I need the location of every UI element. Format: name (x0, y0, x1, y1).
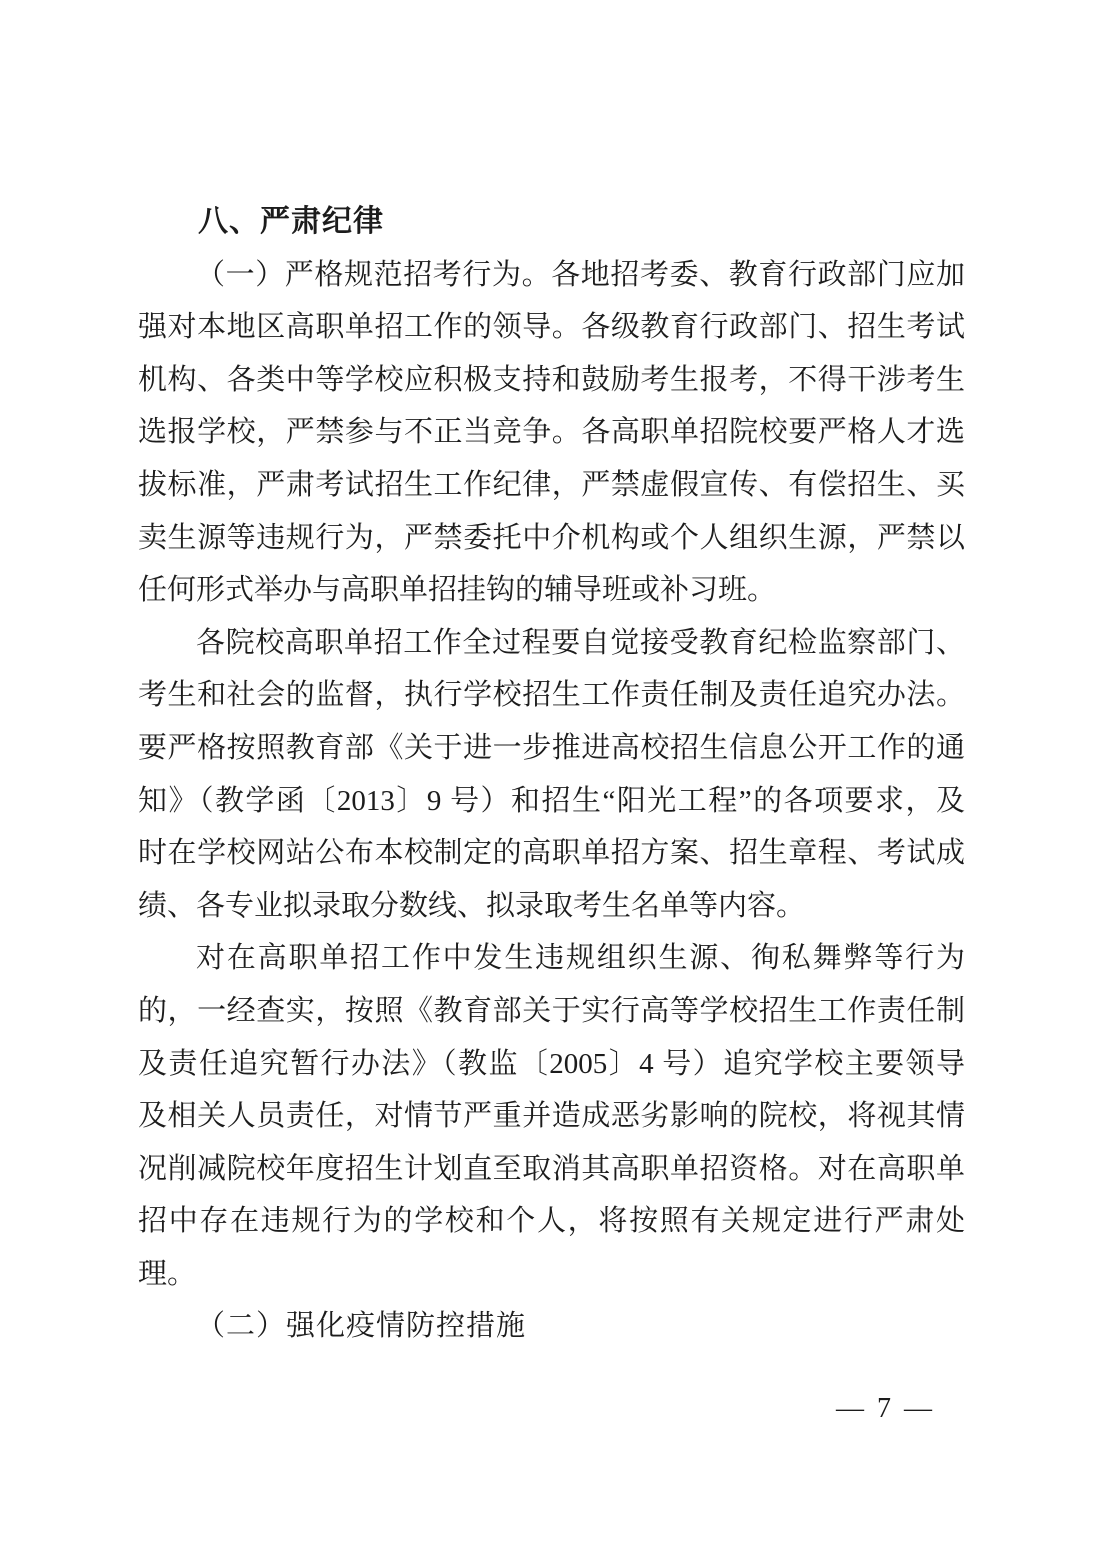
text-line: 卖生源等违规行为，严禁委托中介机构或个人组织生源，严禁以 (138, 521, 965, 554)
text-line: 机构、各类中等学校应积极支持和鼓励考生报考，不得干涉考生 (138, 363, 965, 396)
text-line: 各院校高职单招工作全过程要自觉接受教育纪检监察部门、 (196, 626, 965, 659)
document-content (138, 196, 965, 1353)
text-line: 况削减院校年度招生计划直至取消其高职单招资格。对在高职单 (138, 1152, 965, 1185)
text-line: 时在学校网站公布本校制定的高职单招方案、招生章程、考试成 (138, 837, 965, 870)
text-line: （一）严格规范招考行为。各地招考委、教育行政部门应加 (196, 258, 965, 291)
subsection-heading: （二）强化疫情防控措施 (196, 1310, 527, 1343)
text-line: 考生和社会的监督，执行学校招生工作责任制及责任追究办法。 (138, 679, 965, 712)
text-line: 绩、各专业拟录取分数线、拟录取考生名单等内容。 (138, 889, 806, 922)
text-line: 对在高职单招工作中发生违规组织生源、徇私舞弊等行为 (196, 942, 965, 975)
section-heading: 八、严肃纪律 (198, 205, 384, 238)
text-line: 选报学校，严禁参与不正当竞争。各高职单招院校要严格人才选 (138, 416, 965, 449)
page-number: — 7 — (836, 1393, 935, 1424)
text-line: 招中存在违规行为的学校和个人，将按照有关规定进行严肃处 (138, 1205, 965, 1238)
text-line: 及责任追究暂行办法》（教监〔2005〕4 号）追究学校主要领导 (138, 1047, 965, 1080)
text-line: 要严格按照教育部《关于进一步推进高校招生信息公开工作的通 (138, 731, 965, 764)
text-line: 知》（教学函〔2013〕9 号）和招生“阳光工程”的各项要求，及 (138, 784, 965, 817)
text-line: 的，一经查实，按照《教育部关于实行高等学校招生工作责任制 (138, 994, 965, 1027)
text-line: 理。 (138, 1257, 197, 1290)
text-line: 任何形式举办与高职单招挂钩的辅导班或补习班。 (138, 574, 777, 607)
text-line: 拔标准，严肃考试招生工作纪律，严禁虚假宣传、有偿招生、买 (138, 468, 965, 501)
text-line: 及相关人员责任，对情节严重并造成恶劣影响的院校，将视其情 (138, 1100, 965, 1133)
text-line: 强对本地区高职单招工作的领导。各级教育行政部门、招生考试 (138, 311, 965, 344)
